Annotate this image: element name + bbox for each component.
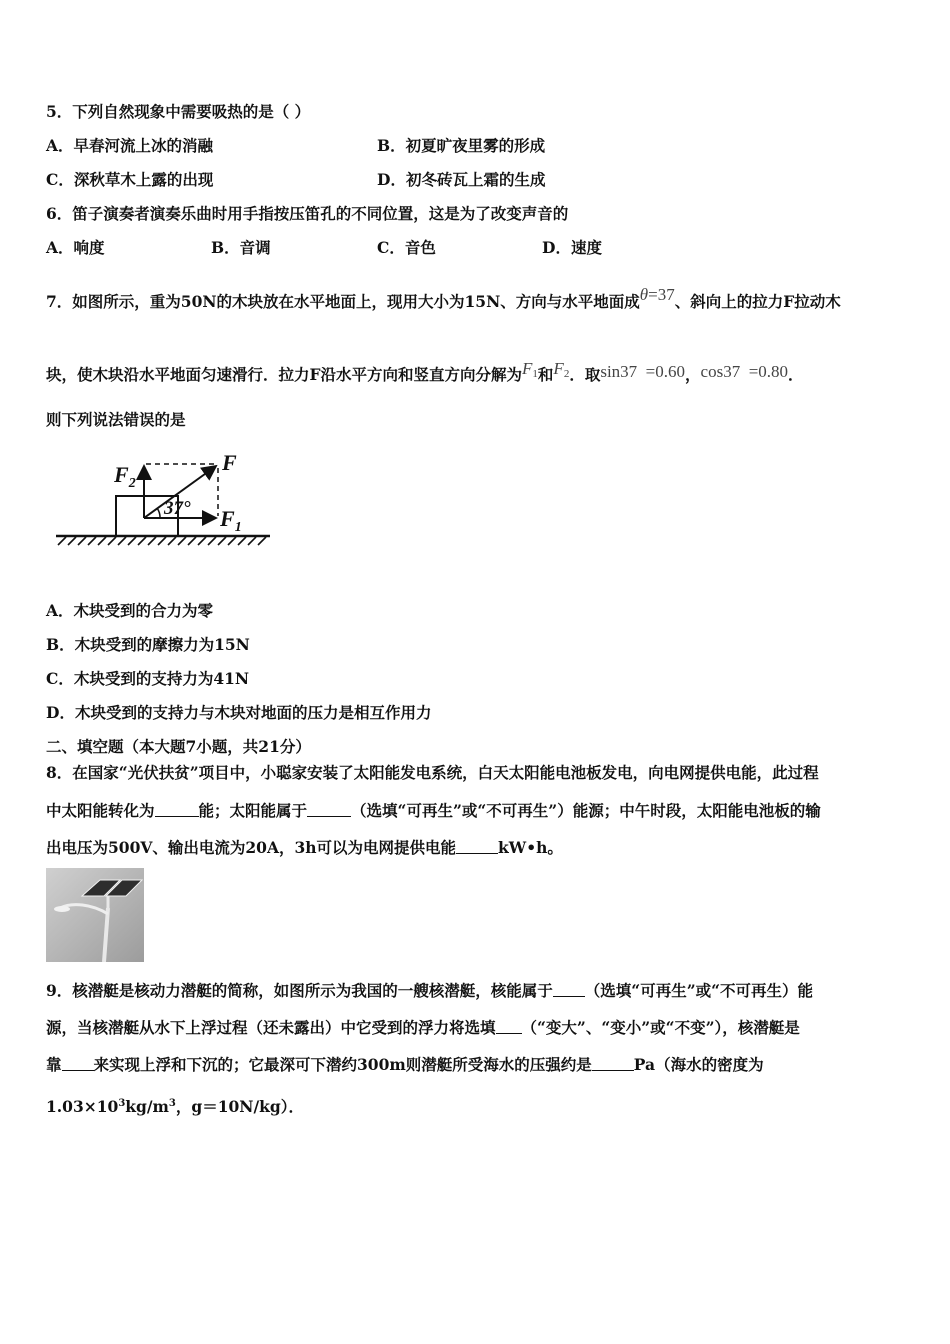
answer-blank (496, 1019, 522, 1034)
angle-arc (157, 508, 160, 518)
solar-streetlight-photo (46, 868, 144, 962)
q8-line1: 8．在国家“光伏扶贫”项目中，小聪家安装了太阳能发电系统，白天太阳能电池板发电，向电网提供电能，此过程 (46, 763, 819, 782)
q5-option-b: B．初夏旷夜里雾的形成 (377, 136, 546, 155)
q9-text: 源，当核潜艇从水下上浮过程（还未露出）中它受到的浮力将选填 (46, 1018, 496, 1037)
q7-text: 7．如图所示，重为50N的木块放在水平地面上，现用大小为15N、方向与水平地面成 (46, 292, 640, 311)
q9-line1 (46, 980, 813, 1002)
q7-text: 块，使木块沿水平地面匀速滑行．拉力F沿水平方向和竖直方向分解为 (46, 365, 523, 384)
q9-text: （“变大”、“变小”或“不变”），核潜艇是 (521, 1018, 800, 1037)
q7-text: 、斜向上的拉力F拉动木 (674, 292, 841, 311)
f2-symbol: $F_2$ (553, 359, 570, 380)
answer-blank (307, 802, 351, 817)
answer-blank (592, 1056, 634, 1071)
q8-text: 出电压为500V、输出电流为20A，3h可以为电网提供电能 (46, 838, 457, 857)
q8-text: 能；太阳能属于 (198, 801, 308, 820)
exponent: 3 (168, 1098, 176, 1109)
q9-text: ，g＝10N/kg）． (175, 1097, 304, 1116)
sin-value: sin37 =0.60 (600, 362, 686, 381)
q5-option-c: C．深秋草木上露的出现 (46, 170, 214, 189)
q6-option-c: C．音色 (377, 238, 436, 257)
force-diagram (56, 450, 276, 550)
q6-option-a: A．响度 (46, 238, 105, 257)
q6-option-b: B．音调 (211, 238, 271, 257)
theta-symbol: θ=37 (639, 285, 675, 304)
q8-text: 中太阳能转化为 (46, 801, 155, 820)
q5-option-d: D．初冬砖瓦上霜的生成 (377, 170, 546, 189)
q8-text: kW•h。 (498, 838, 563, 857)
q5-stem: 5．下列自然现象中需要吸热的是（ ） (46, 102, 311, 121)
exponent: 3 (118, 1098, 126, 1109)
q9-line4 (46, 1093, 304, 1118)
q7-option-b: B．木块受到的摩擦力为15N (46, 635, 250, 654)
q8-line3 (46, 837, 563, 859)
answer-blank (456, 839, 498, 854)
q7-option-d: D．木块受到的支持力与木块对地面的压力是相互作用力 (46, 703, 432, 722)
q7-text: ． (788, 365, 804, 384)
f1-symbol: $F_1$ (522, 359, 538, 380)
answer-blank (62, 1056, 94, 1071)
q9-line2 (46, 1017, 800, 1039)
q9-text: 9．核潜艇是核动力潜艇的简称，如图所示为我国的一艘核潜艇，核能属于 (46, 981, 553, 1000)
q7-line2 (46, 358, 804, 386)
q9-text: （选填“可再生”或“不可再生）能 (584, 981, 814, 1000)
f-label: F (222, 450, 237, 475)
q8-text: （选填“可再生”或“不可再生”）能源；中午时段，太阳能电池板的输 (351, 801, 821, 820)
q7-text: 和 (537, 365, 554, 384)
q8-line2 (46, 800, 821, 822)
q9-text: kg/m (125, 1097, 169, 1116)
cos-value: cos37 =0.80 (700, 362, 789, 381)
q9-text: 来实现上浮和下沉的；它最深可下潜约300m则潜艇所受海水的压强约是 (93, 1055, 592, 1074)
q7-text: ， (685, 365, 701, 384)
q7-line3: 则下列说法错误的是 (46, 410, 186, 429)
f2-label: $F_2$ (114, 462, 136, 491)
q9-text: 靠 (46, 1055, 62, 1074)
q9-line3 (46, 1054, 764, 1076)
q5-option-a: A．早春河流上冰的消融 (46, 136, 214, 155)
answer-blank (155, 802, 199, 817)
q6-stem: 6．笛子演奏者演奏乐曲时用手指按压笛孔的不同位置，这是为了改变声音的 (46, 204, 569, 223)
q9-text: Pa（海水的密度为 (633, 1055, 764, 1074)
section-title: 二、填空题（本大题7小题，共21分） (46, 737, 311, 756)
ground-hatch (58, 537, 266, 545)
answer-blank (553, 982, 585, 997)
q7-option-c: C．木块受到的支持力为41N (46, 669, 250, 688)
q7-text: ．取 (569, 365, 601, 384)
f1-label: $F_1$ (220, 506, 242, 535)
q7-line1 (46, 284, 841, 313)
q6-option-d: D．速度 (542, 238, 602, 257)
q7-option-a: A．木块受到的合力为零 (46, 601, 214, 620)
q9-text: 1.03×10 (46, 1097, 119, 1116)
angle-label: 37° (164, 498, 191, 519)
